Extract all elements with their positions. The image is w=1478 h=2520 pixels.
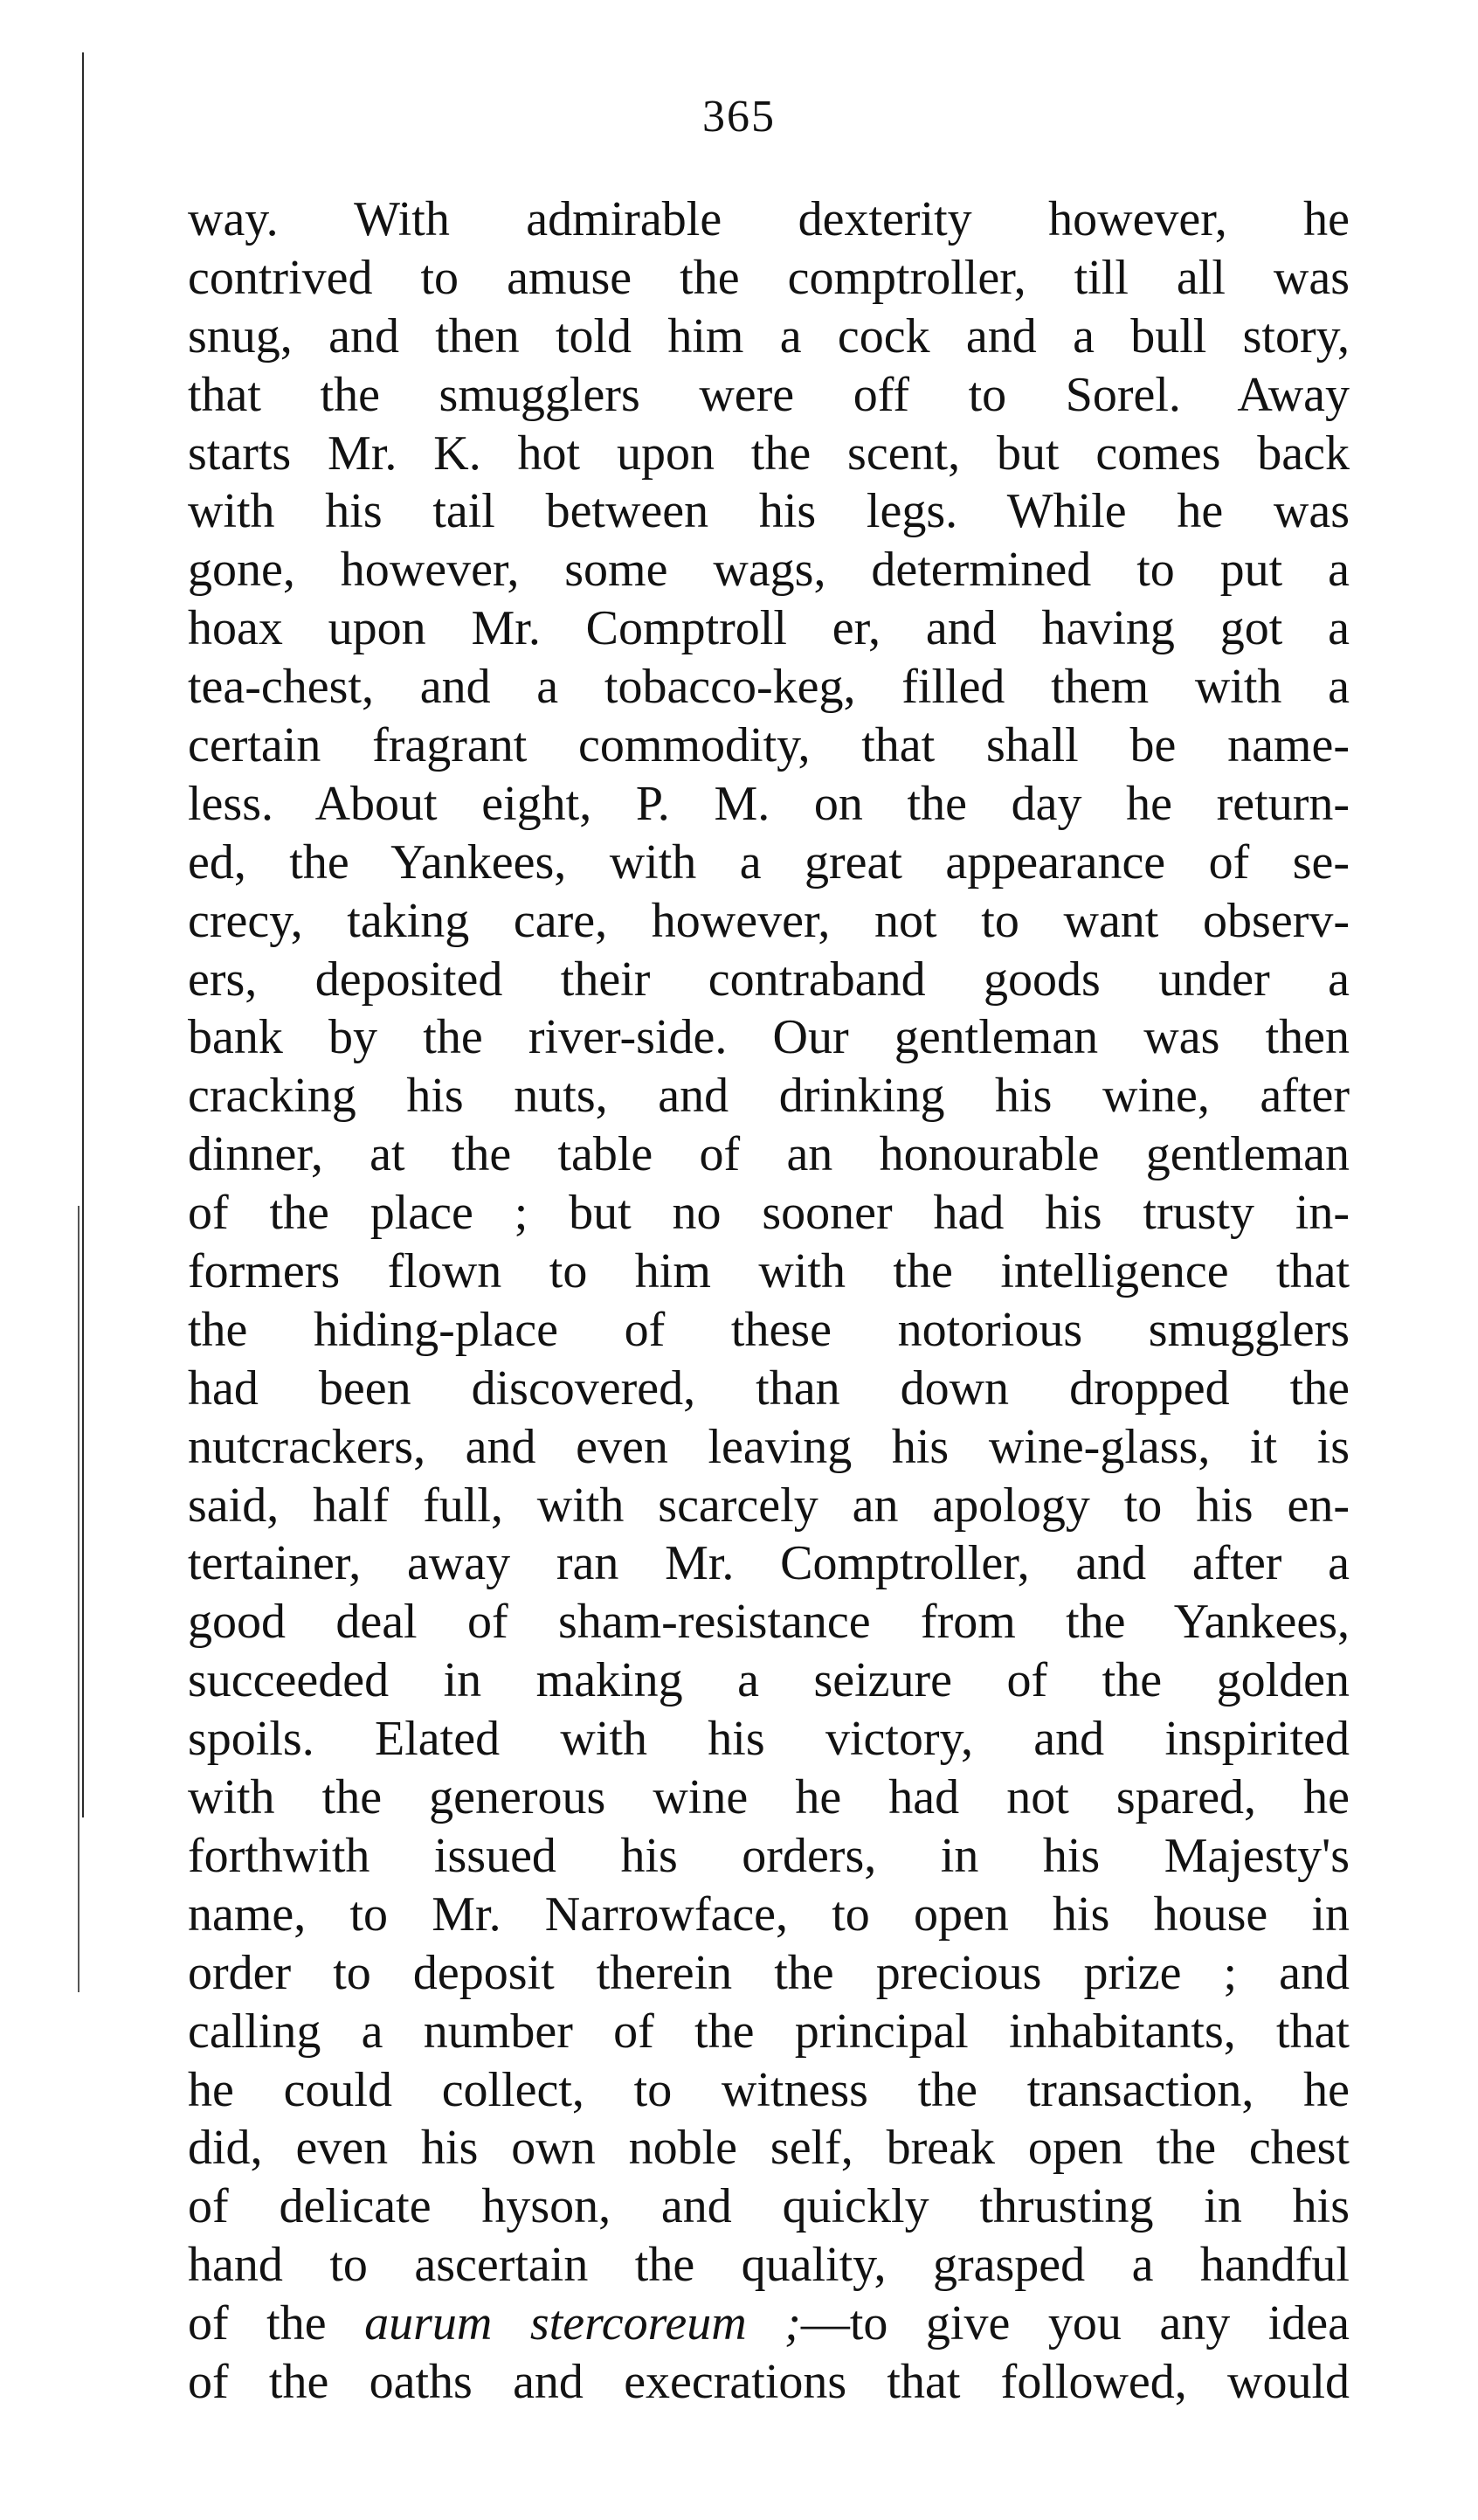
italic-phrase: aurum stercoreum ; xyxy=(364,2296,801,2351)
text-line: less. About eight, P. M. on the day he return- xyxy=(188,776,1350,831)
text-line: ers, deposited their contraband goods under a xyxy=(188,952,1350,1007)
text-line: starts Mr. K. hot upon the scent, but comes back xyxy=(188,426,1350,481)
text-line: calling a number of the principal inhabitants, that xyxy=(188,2004,1350,2059)
text-line: cracking his nuts, and drinking his wine, after xyxy=(188,1069,1350,1124)
text-line: forthwith issued his orders, in his Majesty's xyxy=(188,1828,1350,1883)
text-segment: —to give you any idea xyxy=(800,2296,1350,2351)
text-line: the hiding-place of these notorious smugglers xyxy=(188,1302,1350,1357)
text-line: nutcrackers, and even leaving his wine-glass, it is xyxy=(188,1419,1350,1474)
text-line: snug, and then told him a cock and a bull story, xyxy=(188,308,1350,363)
text-line: did, even his own noble self, break open the chest xyxy=(188,2121,1350,2176)
text-line: dinner, at the table of an honourable gentleman xyxy=(188,1127,1350,1182)
text-line: tea-chest, and a tobacco-keg, filled them with a xyxy=(188,660,1350,715)
text-line: of delicate hyson, and quickly thrusting in his xyxy=(188,2179,1350,2234)
text-line: crecy, taking care, however, not to want observ- xyxy=(188,893,1350,948)
text-line: gone, however, some wags, determined to put a xyxy=(188,543,1350,598)
text-line: contrived to amuse the comptroller, till all was xyxy=(188,250,1350,305)
text-line: with the generous wine he had not spared, he xyxy=(188,1770,1350,1825)
page-number: 365 xyxy=(702,92,776,142)
text-line: of the place ; but no sooner had his trusty in- xyxy=(188,1186,1350,1241)
text-line: spoils. Elated with his victory, and inspirited xyxy=(188,1712,1350,1767)
text-line: tertainer, away ran Mr. Comptroller, and after a xyxy=(188,1536,1350,1591)
text-line: that the smugglers were off to Sorel. Away xyxy=(188,367,1350,422)
text-line: said, half full, with scarcely an apology to his en- xyxy=(188,1478,1350,1533)
text-line: formers flown to him with the intelligence that xyxy=(188,1244,1350,1299)
text-line: hoax upon Mr. Comptroll er, and having got a xyxy=(188,601,1350,656)
text-line: certain fragrant commodity, that shall be name- xyxy=(188,718,1350,773)
scan-margin-rule xyxy=(82,52,84,1817)
text-line: order to deposit therein the precious prize ; and xyxy=(188,1945,1350,2000)
text-line: of the oaths and execrations that followed, would xyxy=(188,2354,1350,2409)
text-line: bank by the river-side. Our gentleman was then xyxy=(188,1010,1350,1065)
text-line: succeeded in making a seizure of the golden xyxy=(188,1653,1350,1708)
text-line: he could collect, to witness the transaction, he xyxy=(188,2062,1350,2117)
body-text xyxy=(188,190,1350,2412)
text-line: hand to ascertain the quality, grasped a handful xyxy=(188,2238,1350,2293)
text-line: had been discovered, than down dropped the xyxy=(188,1360,1350,1416)
text-line: way. With admirable dexterity however, he xyxy=(188,192,1350,246)
text-segment: of the xyxy=(188,2296,365,2351)
text-line: ed, the Yankees, with a great appearance of se- xyxy=(188,834,1350,890)
text-line: good deal of sham-resistance from the Yankees, xyxy=(188,1595,1350,1650)
text-line: with his tail between his legs. While he was xyxy=(188,484,1350,539)
scan-margin-rule-secondary xyxy=(78,1206,79,1992)
text-line-with-italic xyxy=(188,2295,1350,2353)
text-line: name, to Mr. Narrowface, to open his house in xyxy=(188,1887,1350,1942)
